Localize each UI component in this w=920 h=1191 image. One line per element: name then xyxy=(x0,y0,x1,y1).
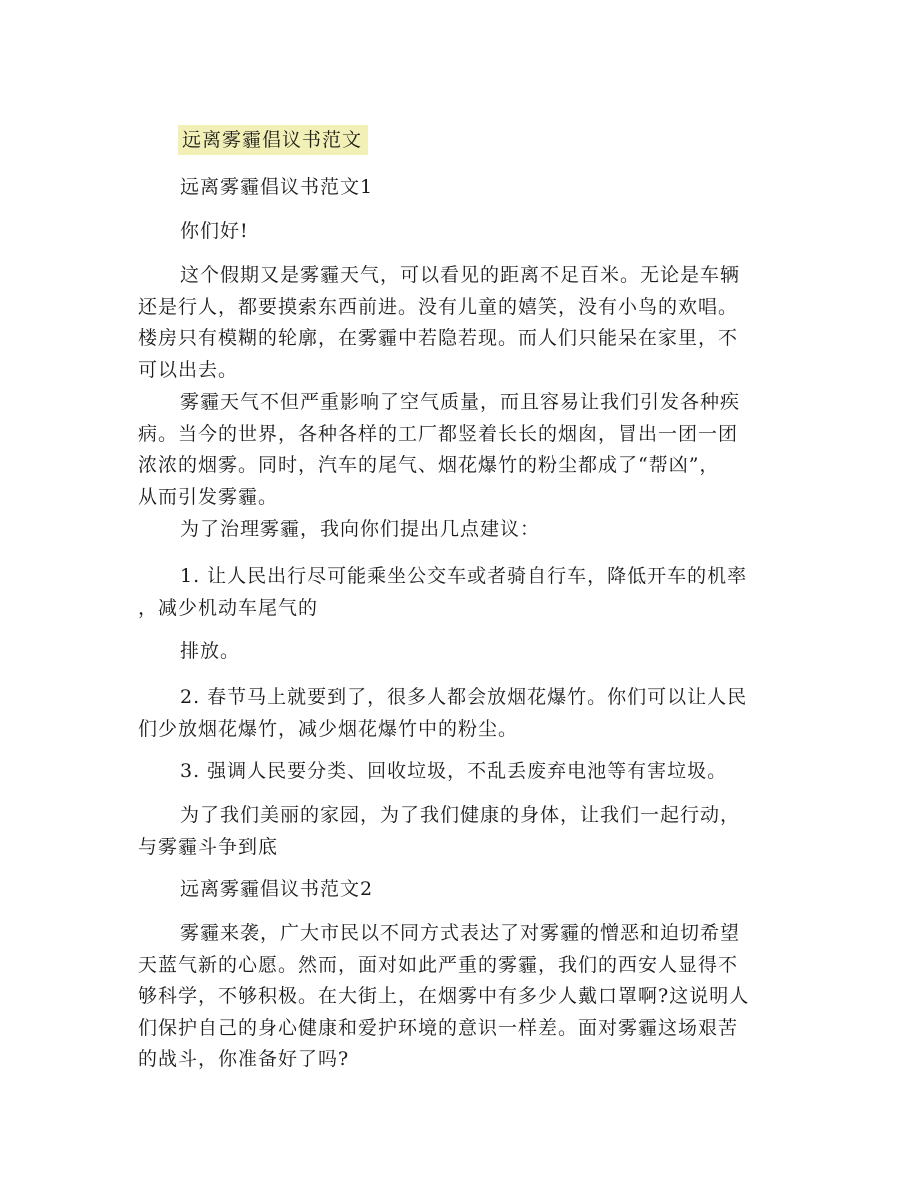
paragraph-6 xyxy=(138,682,800,745)
section-heading-1: 远离雾霾倡议书范文1 xyxy=(180,176,374,198)
paragraph-6-line-1: 2. 春节马上就要到了，很多人都会放烟花爆竹。你们可以让人民 xyxy=(180,686,748,708)
paragraph-6-line-2: 们少放烟花爆竹，减少烟花爆竹中的粉尘。 xyxy=(138,717,519,740)
paragraph-1-line-1: 这个假期又是雾霾天气，可以看见的距离不足百米。无论是车辆 xyxy=(180,264,741,286)
paragraph-1 xyxy=(138,260,800,386)
paragraph-1-line-4: 可以出去。 xyxy=(138,358,239,381)
paragraph-2-line-2: 病。当今的世界，各种各样的工厂都竖着长长的烟囱，冒出一团一团 xyxy=(138,422,739,445)
paragraph-4-line-2: ，减少机动车尾气的 xyxy=(138,596,319,619)
paragraph-1-line-3: 楼房只有模糊的轮廓，在雾霾中若隐若现。而人们只能呆在家里，不 xyxy=(138,327,739,349)
paragraph-9-line-1: 雾霾来袭，广大市民以不同方式表达了对雾霾的憎恶和迫切希望 xyxy=(180,922,741,944)
greeting: 你们好! xyxy=(180,220,249,242)
paragraph-8-line-1: 为了我们美丽的家园，为了我们健康的身体，让我们一起行动， xyxy=(180,804,741,826)
paragraph-7: 3. 强调人民要分类、回收垃圾，不乱丢废弃电池等有害垃圾。 xyxy=(180,760,728,782)
paragraph-9 xyxy=(138,918,800,1076)
paragraph-9-line-2: 天蓝气新的心愿。然而，面对如此严重的雾霾，我们的西安人显得不 xyxy=(138,953,739,976)
document-title: 远离雾霾倡议书范文 xyxy=(178,125,368,155)
paragraph-9-line-4: 们保护自己的身心健康和爱护环境的意识一样差。面对雾霾这场艰苦 xyxy=(138,1016,739,1039)
paragraph-8 xyxy=(138,800,800,863)
paragraph-8-line-2: 与雾霾斗争到底 xyxy=(138,835,279,858)
paragraph-2-line-1: 雾霾天气不但严重影响了空气质量，而且容易让我们引发各种疾 xyxy=(180,391,741,413)
paragraph-4 xyxy=(138,561,800,624)
paragraph-3: 为了治理雾霾，我向你们提出几点建议： xyxy=(180,518,541,540)
paragraph-4-line-1: 1. 让人民出行尽可能乘坐公交车或者骑自行车，降低开车的机率 xyxy=(180,565,748,587)
paragraph-1-line-2: 还是行人，都要摸索东西前进。没有儿童的嬉笑，没有小鸟的欢唱。 xyxy=(138,295,739,318)
paragraph-2-line-3: 浓浓的烟雾。同时，汽车的尾气、烟花爆竹的粉尘都成了“帮凶”， xyxy=(138,454,720,476)
paragraph-9-line-3: 够科学，不够积极。在大街上，在烟雾中有多少人戴口罩啊?这说明人 xyxy=(138,985,750,1007)
paragraph-5: 排放。 xyxy=(180,640,241,662)
section-heading-2: 远离雾霾倡议书范文2 xyxy=(180,878,374,900)
paragraph-2-line-4: 从而引发雾霾。 xyxy=(138,485,279,508)
paragraph-9-line-5: 的战斗，你准备好了吗? xyxy=(138,1048,350,1070)
paragraph-2 xyxy=(138,387,800,513)
